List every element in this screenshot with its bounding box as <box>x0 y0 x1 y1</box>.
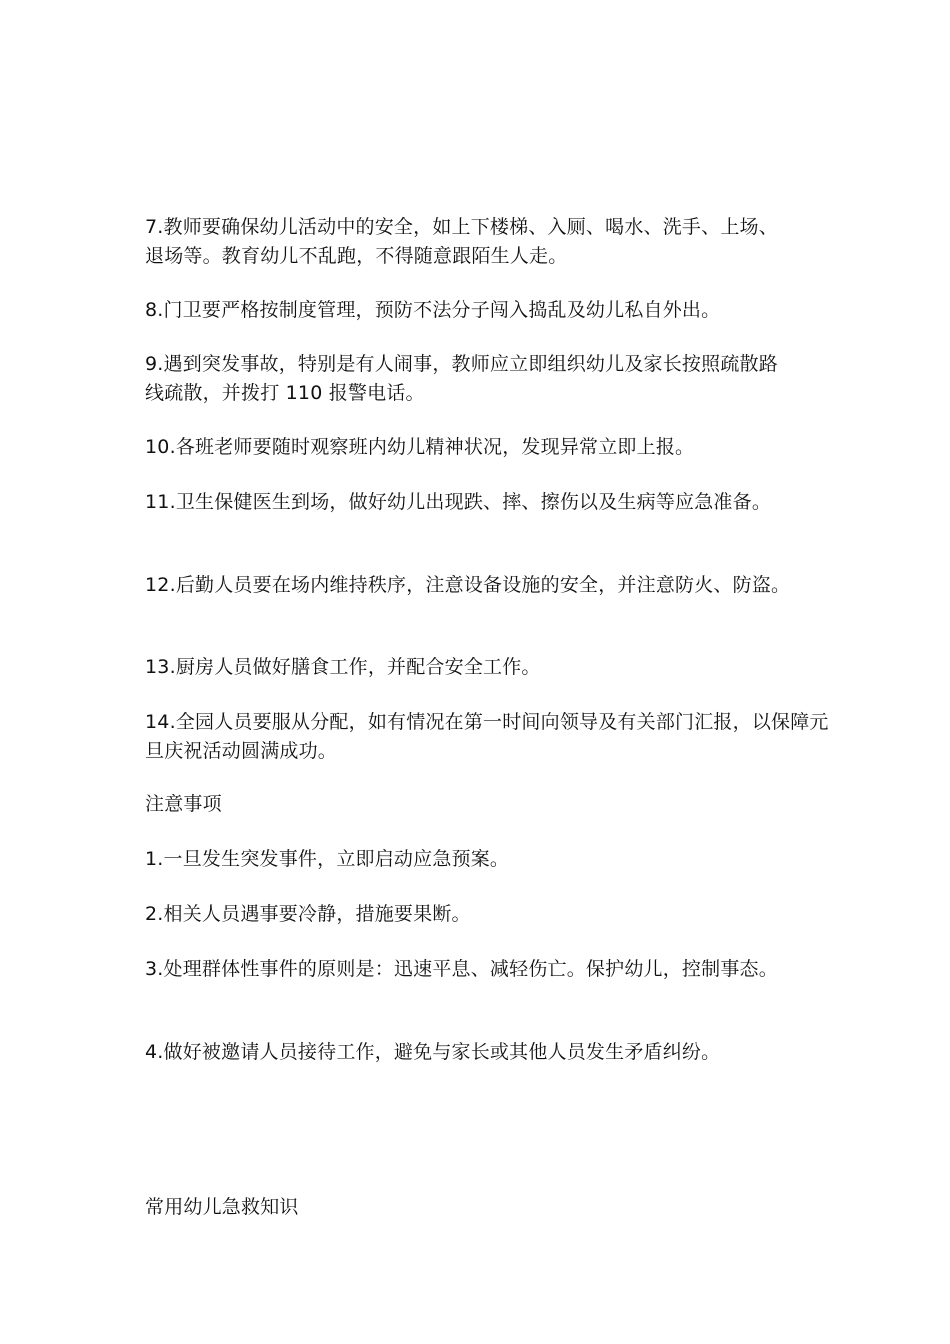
item-10: 10.各班老师要随时观察班内幼儿精神状况，发现异常立即上报。 <box>145 436 695 458</box>
item-7: 7.教师要确保幼儿活动中的安全，如上下楼梯、入厕、喝水、洗手、上场、退场等。教育幼儿不乱跑，不得随意跟陌生人走。 <box>145 216 778 267</box>
notes-heading: 注意事项 <box>145 793 222 815</box>
item-12: 12.后勤人员要在场内维持秩序，注意设备设施的安全，并注意防火、防盗。 <box>145 574 791 596</box>
note-2: 2.相关人员遇事要冷静，措施要果断。 <box>145 903 471 925</box>
item-14: 14.全园人员要服从分配，如有情况在第一时间向领导及有关部门汇报，以保障元旦庆祝活动圆满成功。 <box>145 711 829 762</box>
item-9: 9.遇到突发事故，特别是有人闹事，教师应立即组织幼儿及家长按照疏散路线疏散，并拨打 110 报警电话。 <box>145 353 778 404</box>
item-13: 13.厨房人员做好膳食工作，并配合安全工作。 <box>145 656 541 678</box>
note-1: 1.一旦发生突发事件，立即启动应急预案。 <box>145 848 510 870</box>
item-11: 11.卫生保健医生到场，做好幼儿出现跌、摔、擦伤以及生病等应急准备。 <box>145 491 772 513</box>
note-4: 4.做好被邀请人员接待工作，避免与家长或其他人员发生矛盾纠纷。 <box>145 1041 721 1063</box>
first-aid-heading: 常用幼儿急救知识 <box>145 1196 299 1218</box>
note-3: 3.处理群体性事件的原则是：迅速平息、减轻伤亡。保护幼儿，控制事态。 <box>145 958 778 980</box>
item-8: 8.门卫要严格按制度管理，预防不法分子闯入捣乱及幼儿私自外出。 <box>145 299 721 321</box>
